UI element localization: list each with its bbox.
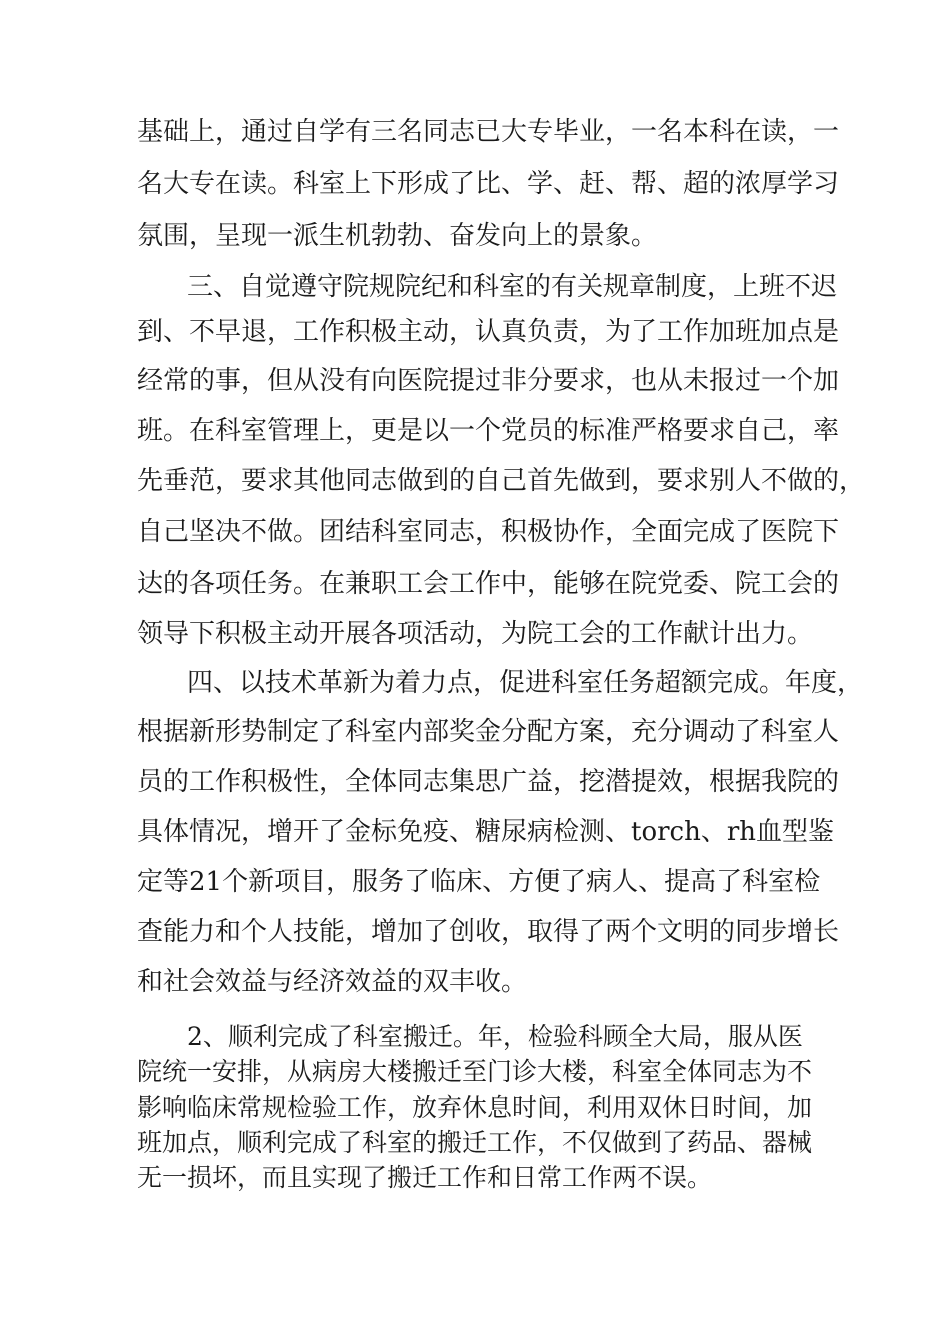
paragraph-line: 员的工作积极性，全体同志集思广益，挖潜提效，根据我院的 [137, 767, 840, 797]
paragraph-line: 根据新形势制定了科室内部奖金分配方案，充分调动了科室人 [137, 717, 840, 747]
paragraph-line: 和社会效益与经济效益的双丰收。 [137, 967, 528, 997]
paragraph-line: 到、不早退，工作积极主动，认真负责，为了工作加班加点是 [137, 317, 840, 347]
paragraph-line: 三、自觉遵守院规院纪和科室的有关规章制度，上班不迟 [187, 272, 838, 302]
paragraph-line: 定等21个新项目，服务了临床、方便了病人、提高了科室检 [137, 867, 821, 897]
paragraph-line: 查能力和个人技能，增加了创收，取得了两个文明的同步增长 [137, 917, 840, 947]
paragraph-line: 具体情况，增开了金标免疫、糖尿病检测、torch、rh血型鉴 [137, 817, 835, 847]
paragraph-line: 领导下积极主动开展各项活动，为院工会的工作献计出力。 [137, 619, 814, 649]
paragraph-line: 经常的事，但从没有向医院提过非分要求，也从未报过一个加 [137, 366, 840, 396]
paragraph-line: 四、以技术革新为着力点，促进科室任务超额完成。年度， [187, 668, 864, 698]
paragraph-line: 班。在科室管理上，更是以一个党员的标准严格要求自己，率 [137, 416, 840, 446]
paragraph-line: 院统一安排，从病房大楼搬迁至门诊大楼，科室全体同志为不 [137, 1057, 813, 1086]
paragraph-line: 氛围，呈现一派生机勃勃、奋发向上的景象。 [137, 221, 658, 251]
paragraph-line: 班加点，顺利完成了科室的搬迁工作，不仅做到了药品、器械 [137, 1128, 813, 1157]
paragraph-line: 自己坚决不做。团结科室同志，积极协作，全面完成了医院下 [137, 517, 840, 547]
paragraph-line: 达的各项任务。在兼职工会工作中，能够在院党委、院工会的 [137, 569, 840, 599]
paragraph-line: 基础上，通过自学有三名同志已大专毕业，一名本科在读，一 [137, 117, 840, 147]
paragraph-line: 名大专在读。科室上下形成了比、学、赶、帮、超的浓厚学习 [137, 169, 840, 199]
paragraph-line: 先垂范，要求其他同志做到的自己首先做到，要求别人不做的， [137, 466, 866, 496]
paragraph-line: 无一损坏，而且实现了搬迁工作和日常工作两不误。 [137, 1163, 713, 1192]
paragraph-line: 2、顺利完成了科室搬迁。年，检验科顾全大局，服从医 [187, 1022, 803, 1051]
paragraph-line: 影响临床常规检验工作，放弃休息时间，利用双休日时间，加 [137, 1093, 813, 1122]
